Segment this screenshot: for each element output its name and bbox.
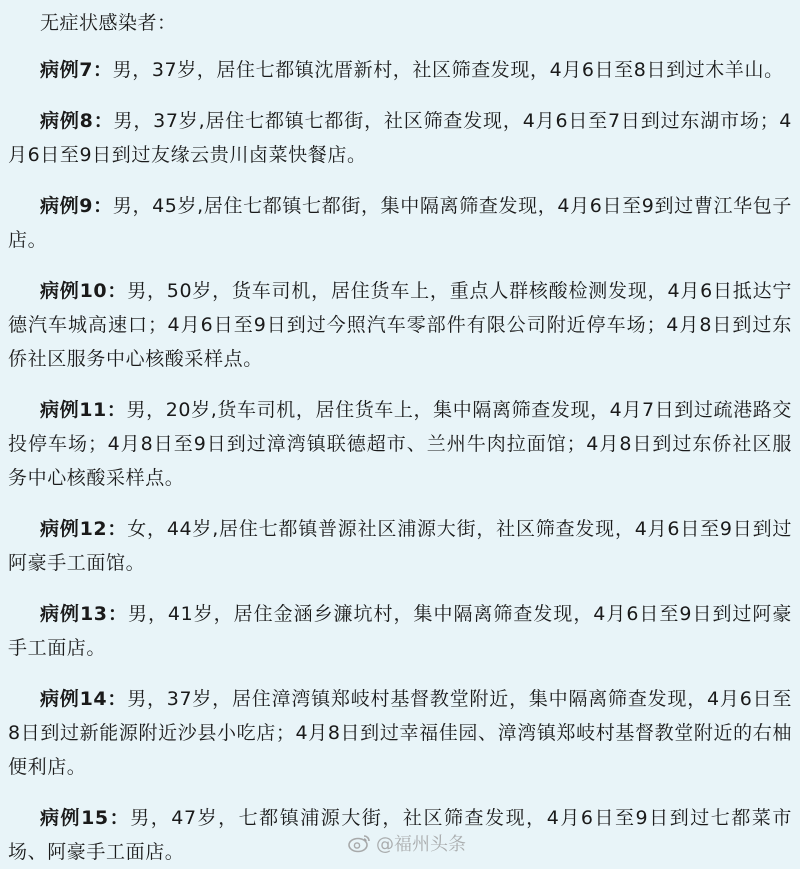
- case-label: 病例10：: [40, 280, 128, 302]
- case-text: 男，37岁，居住七都镇沈厝新村，社区筛查发现，4月6日至8日到过木羊山。: [112, 59, 784, 81]
- case-label: 病例14：: [40, 688, 128, 710]
- case-text: 女，44岁,居住七都镇普源社区浦源大街，社区筛查发现，4月6日至9日到过阿豪手工面馆。: [8, 518, 792, 574]
- case-text: 男，41岁，居住金涵乡濂坑村，集中隔离筛查发现，4月6日至9日到过阿豪手工面店。: [8, 603, 792, 659]
- case-list: [8, 53, 792, 869]
- watermark-text: @福州头条: [376, 834, 466, 855]
- case-paragraph: [8, 104, 792, 172]
- case-label: 病例12：: [40, 518, 128, 540]
- case-text: 男，37岁，居住漳湾镇郑岐村基督教堂附近，集中隔离筛查发现，4月6日至8日到过新能源附近沙县小吃店；4月8日到过幸福佳园、漳湾镇郑岐村基督教堂附近的右柚便利店。: [8, 688, 792, 778]
- case-paragraph: [8, 512, 792, 580]
- case-label: 病例13：: [40, 603, 128, 625]
- case-label: 病例9：: [40, 195, 113, 217]
- case-text: 男，47岁，七都镇浦源大街，社区筛查发现，4月6日至9日到过七都菜市场、阿豪手工面店。: [8, 807, 792, 863]
- case-paragraph: [8, 274, 792, 376]
- case-label: 病例11：: [40, 399, 127, 421]
- case-paragraph: [8, 393, 792, 495]
- case-text: 男，20岁,货车司机，居住货车上，集中隔离筛查发现，4月7日到过疏港路交投停车场；4月8日至9日到过漳湾镇联德超市、兰州牛肉拉面馆；4月8日到过东侨社区服务中心核酸采样点。: [8, 399, 792, 489]
- case-label: 病例8：: [40, 110, 114, 132]
- case-paragraph: [8, 53, 792, 87]
- case-paragraph: [8, 597, 792, 665]
- case-paragraph: [8, 189, 792, 257]
- watermark: [348, 830, 466, 856]
- case-paragraph: [8, 682, 792, 784]
- case-label: 病例15：: [40, 807, 131, 829]
- case-label: 病例7：: [40, 59, 113, 81]
- case-text: 男，45岁,居住七都镇七都街，集中隔离筛查发现，4月6日至9到过曹江华包子店。: [8, 195, 792, 251]
- section-heading: 无症状感染者：: [40, 12, 177, 34]
- weibo-icon: [348, 833, 372, 853]
- case-text: 男，50岁，货车司机，居住货车上，重点人群核酸检测发现，4月6日抵达宁德汽车城高速口；4月6日至9日到过今照汽车零部件有限公司附近停车场；4月8日到过东侨社区服务中心核酸采样点。: [8, 280, 792, 370]
- case-text: 男，37岁,居住七都镇七都街，社区筛查发现，4月6日至7日到过东湖市场；4月6日至9日到过友缘云贵川卤菜快餐店。: [8, 110, 792, 166]
